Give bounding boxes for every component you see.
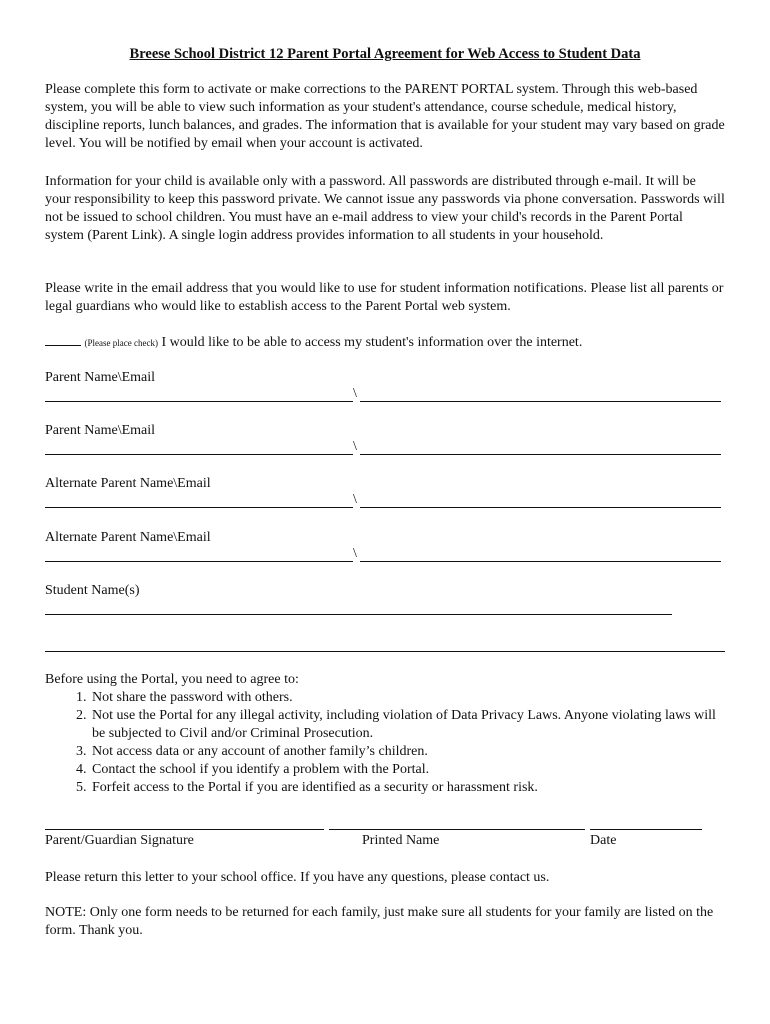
- page-title: Breese School District 12 Parent Portal Agreement for Web Access to Student Data: [129, 46, 641, 62]
- agreement-section: [45, 671, 725, 797]
- alt1-name-line[interactable]: [45, 507, 353, 508]
- alt1-label: Alternate Parent Name\Email: [45, 476, 211, 491]
- date-line[interactable]: [590, 829, 702, 830]
- parent2-name-line[interactable]: [45, 454, 353, 455]
- alt1-email-line[interactable]: [360, 507, 721, 508]
- access-check-line: [45, 333, 582, 351]
- access-checkbox-blank[interactable]: [45, 333, 81, 346]
- printed-name-line[interactable]: [329, 829, 585, 830]
- alt2-name-line[interactable]: [45, 561, 353, 562]
- agreement-item: 1. Not share the password with others.: [90, 689, 725, 707]
- agreement-item: 5. Forfeit access to the Portal if you are identified as a security or harassment risk.: [90, 779, 725, 797]
- alt2-email-line[interactable]: [360, 561, 721, 562]
- access-statement: I would like to be able to access my student's information over the internet.: [161, 335, 583, 350]
- parent2-separator: \: [353, 439, 357, 454]
- parent1-name-line[interactable]: [45, 401, 353, 402]
- printed-name-label: Printed Name: [362, 833, 440, 848]
- alt2-label: Alternate Parent Name\Email: [45, 530, 211, 545]
- check-hint: (Please place check): [84, 338, 158, 348]
- guardian-signature-line[interactable]: [45, 829, 324, 830]
- alt1-separator: \: [353, 492, 357, 507]
- parent1-label: Parent Name\Email: [45, 370, 156, 385]
- alt2-separator: \: [353, 546, 357, 561]
- agreement-item: 2. Not use the Portal for any illegal activity, including violation of Data Privacy Laws. Anyone violating laws will be subjected to Civil and/or Criminal Prosecution.: [90, 707, 725, 743]
- return-instructions: Please return this letter to your school office. If you have any questions, please contact us.: [45, 870, 550, 885]
- parent2-email-line[interactable]: [360, 454, 721, 455]
- agreement-intro: Before using the Portal, you need to agree to:: [45, 672, 299, 687]
- parent1-email-line[interactable]: [360, 401, 721, 402]
- email-paragraph: Please write in the email address that you would like to use for student information notifications. Please list all parents or legal guardians who would like to establish access to the Parent Portal web system.: [45, 281, 724, 314]
- agreement-item: 3. Not access data or any account of another family’s children.: [90, 743, 725, 761]
- guardian-signature-label: Parent/Guardian Signature: [45, 833, 194, 848]
- parent1-separator: \: [353, 386, 357, 401]
- password-paragraph: Information for your child is available only with a password. All passwords are distributed through e-mail. It will be your responsibility to keep this password private. We cannot issue any passwords via phone conversation. Passwords will not be issued to school children. You must have an e-mail address to view your child's records in the Parent Portal system (Parent Link). A single login address provides information to all students in your household.: [45, 174, 725, 243]
- students-label: Student Name(s): [45, 583, 140, 598]
- date-label: Date: [590, 833, 617, 848]
- intro-paragraph: Please complete this form to activate or make corrections to the PARENT PORTAL system. Through this web-based system, you will be able to view such information as your student's attendance, course schedule, medical history, discipline reports, lunch balances, and grades. The information that is available for your student may vary based on grade level. You will be notified by email when your account is activated.: [45, 82, 725, 151]
- parent2-label: Parent Name\Email: [45, 423, 156, 438]
- note-paragraph: NOTE: Only one form needs to be returned for each family, just make sure all students for your family are listed on the form. Thank you.: [45, 905, 714, 938]
- agreement-item: 4. Contact the school if you identify a problem with the Portal.: [90, 761, 725, 779]
- students-line-2[interactable]: [45, 651, 725, 652]
- agreement-list: [45, 689, 725, 797]
- students-line-1[interactable]: [45, 614, 672, 615]
